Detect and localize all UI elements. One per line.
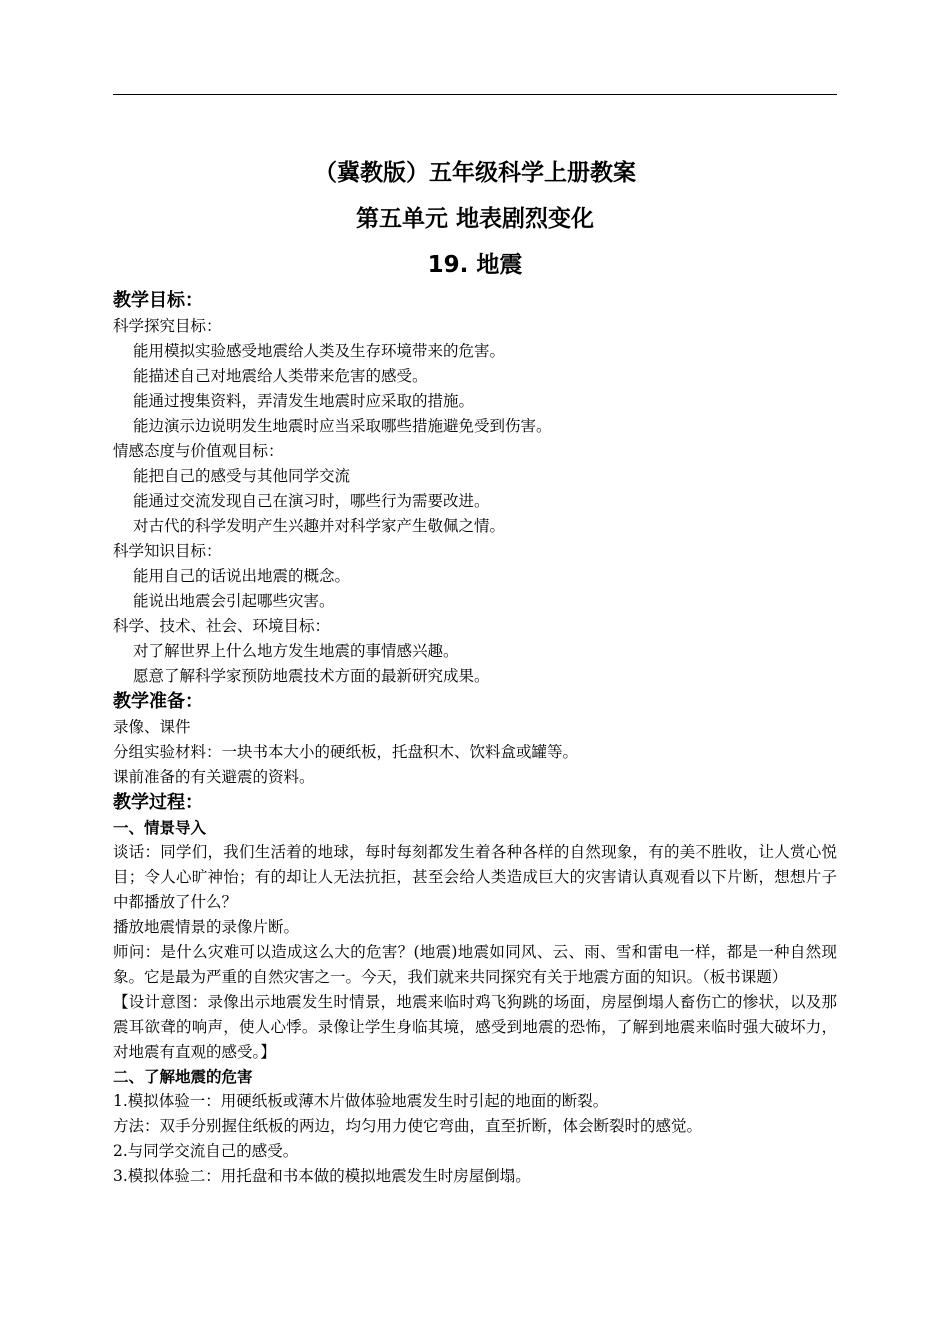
- objectives-heading: 教学目标：: [113, 290, 203, 311]
- part1-title: 一、情景导入: [113, 819, 207, 837]
- lesson-title: 19. 地震: [427, 252, 523, 278]
- list-item: 能边演示边说明发生地震时应当采取哪些措施避免受到伤害。: [133, 417, 552, 435]
- list-item: 对了解世界上什么地方发生地震的事情感兴趣。: [133, 642, 459, 660]
- paragraph: 1.模拟体验一：用硬纸板或薄木片做体验地震发生时引起的地面的断裂。: [113, 1092, 609, 1110]
- paragraph: 谈话：同学们，我们生活着的地球，每时每刻都发生着各种各样的自然现象，有的美不胜收，让人赏心悦目；令人心旷神怡；有的却让人无法抗拒，甚至会给人类造成巨大的灾害请认真观看以下片断，想想片子中都播放了什么？: [113, 843, 837, 911]
- paragraph: 播放地震情景的录像片断。: [113, 918, 300, 936]
- doc-title: （冀教版）五年级科学上册教案: [314, 160, 636, 186]
- unit-title: 第五单元 地表剧烈变化: [355, 206, 594, 232]
- list-item: 能通过搜集资料，弄清发生地震时应采取的措施。: [133, 392, 475, 410]
- process-heading: 教学过程：: [113, 792, 203, 813]
- part2-title: 二、了解地震的危害: [113, 1068, 253, 1086]
- list-item: 能用模拟实验感受地震给人类及生存环境带来的危害。: [133, 342, 506, 360]
- design-intent-paragraph: 【设计意图：录像出示地震发生时情景，地震来临时鸡飞狗跳的场面，房屋倒塌人畜伤亡的惨状，以及那震耳欲聋的响声，使人心悸。录像让学生身临其境，感受到地震的恐怖，了解到地震来临时强大破坏力，对地震有直观的感受。】: [113, 993, 837, 1061]
- attitude-label: 情感态度与价值观目标：: [113, 442, 284, 460]
- list-item: 录像、课件: [113, 718, 191, 736]
- list-item: 能通过交流发现自己在演习时，哪些行为需要改进。: [133, 492, 490, 510]
- list-item: 对古代的科学发明产生兴趣并对科学家产生敬佩之情。: [133, 517, 506, 535]
- knowledge-label: 科学知识目标：: [113, 542, 222, 560]
- paragraph: 2.与同学交流自己的感受。: [113, 1142, 299, 1160]
- paragraph: 师问：是什么灾难可以造成这么大的危害？(地震)地震如同风、云、雨、雪和雷电一样，都是一种自然现象。它是最为严重的自然灾害之一。今天，我们就来共同探究有关于地震方面的知识。（板书课题）: [113, 943, 837, 986]
- list-item: 课前准备的有关避震的资料。: [113, 768, 315, 786]
- list-item: 愿意了解科学家预防地震技术方面的最新研究成果。: [133, 667, 490, 685]
- list-item: 能描述自己对地震给人类带来危害的感受。: [133, 367, 428, 385]
- header-rule: [113, 94, 837, 95]
- paragraph: 方法：双手分别握住纸板的两边，均匀用力使它弯曲，直至折断，体会断裂时的感觉。: [113, 1117, 703, 1135]
- list-item: 能用自己的话说出地震的概念。: [133, 567, 351, 585]
- explore-label: 科学探究目标：: [113, 317, 222, 335]
- sts-label: 科学、技术、社会、环境目标：: [113, 617, 331, 635]
- preparation-heading: 教学准备：: [113, 691, 203, 712]
- paragraph: 3.模拟体验二：用托盘和书本做的模拟地震发生时房屋倒塌。: [113, 1167, 531, 1185]
- list-item: 能把自己的感受与其他同学交流: [133, 467, 351, 485]
- document-body: [113, 150, 837, 1189]
- list-item: 分组实验材料：一块书本大小的硬纸板，托盘积木、饮料盒或罐等。: [113, 743, 579, 761]
- list-item: 能说出地震会引起哪些灾害。: [133, 592, 335, 610]
